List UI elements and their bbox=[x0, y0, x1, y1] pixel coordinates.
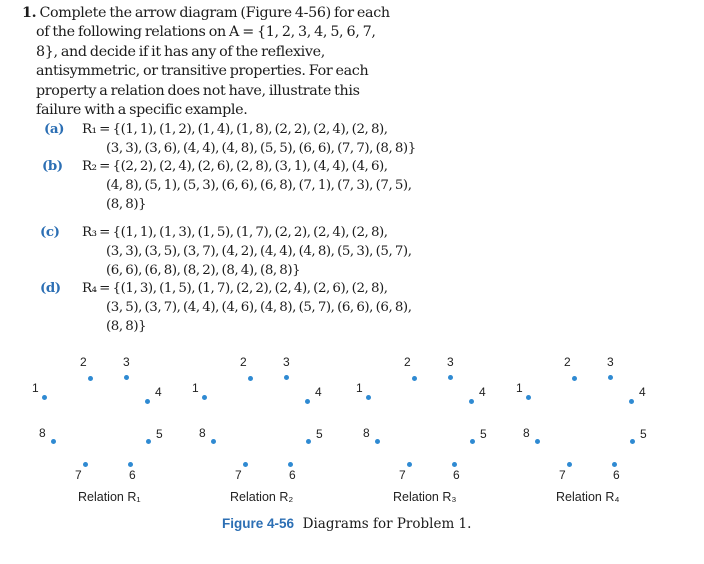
vertex-label-3: 3 bbox=[607, 355, 614, 369]
vertex-label-5: 5 bbox=[640, 427, 647, 441]
vertex-label-6: 6 bbox=[129, 468, 136, 482]
relation-label-4: Relation R₄ bbox=[556, 490, 620, 504]
vertex-label-6: 6 bbox=[289, 468, 296, 482]
relation-label-3: Relation R₃ bbox=[393, 490, 457, 504]
vertex-label-7: 7 bbox=[399, 468, 406, 482]
part-line: (8, 8)} bbox=[106, 319, 147, 335]
vertex-label-3: 3 bbox=[123, 355, 130, 369]
part-line: (6, 6), (6, 8), (8, 2), (8, 4), (8, 8)} bbox=[106, 263, 301, 279]
figure-number: Figure 4-56 bbox=[222, 516, 295, 531]
vertex-dot-4 bbox=[305, 399, 310, 404]
vertex-dot-6 bbox=[612, 462, 617, 467]
vertex-label-5: 5 bbox=[156, 427, 163, 441]
vertex-label-8: 8 bbox=[523, 426, 530, 440]
problem-number: 1. bbox=[22, 5, 37, 21]
vertex-label-1: 1 bbox=[32, 381, 39, 395]
vertex-label-4: 4 bbox=[639, 385, 646, 399]
vertex-label-2: 2 bbox=[564, 355, 571, 369]
part-line: (3, 3), (3, 5), (3, 7), (4, 2), (4, 4), (4, 8), (5, 3), (5, 7), bbox=[106, 244, 412, 260]
vertex-dot-1 bbox=[366, 395, 371, 400]
relation-label-1: Relation R₁ bbox=[78, 490, 141, 504]
part-line: R₄ = {(1, 3), (1, 5), (1, 7), (2, 2), (2, 4), (2, 6), (2, 8), bbox=[82, 281, 388, 297]
vertex-dot-6 bbox=[452, 462, 457, 467]
relation-label-2: Relation R₂ bbox=[230, 490, 294, 504]
vertex-label-3: 3 bbox=[447, 355, 454, 369]
vertex-label-7: 7 bbox=[559, 468, 566, 482]
vertex-dot-8 bbox=[535, 439, 540, 444]
vertex-label-5: 5 bbox=[316, 427, 323, 441]
part-label: (a) bbox=[44, 121, 64, 138]
vertex-label-5: 5 bbox=[480, 427, 487, 441]
vertex-label-4: 4 bbox=[155, 385, 162, 399]
vertex-dot-3 bbox=[608, 375, 613, 380]
part-line: R₁ = {(1, 1), (1, 2), (1, 4), (1, 8), (2, 2), (2, 4), (2, 8), bbox=[82, 122, 388, 138]
vertex-dot-7 bbox=[407, 462, 412, 467]
vertex-dot-2 bbox=[572, 376, 577, 381]
vertex-dot-7 bbox=[567, 462, 572, 467]
vertex-dot-7 bbox=[83, 462, 88, 467]
vertex-label-6: 6 bbox=[453, 468, 460, 482]
part-line: (3, 5), (3, 7), (4, 4), (4, 6), (4, 8), (5, 7), (6, 6), (6, 8), bbox=[106, 300, 412, 316]
vertex-dot-6 bbox=[128, 462, 133, 467]
vertex-label-2: 2 bbox=[404, 355, 411, 369]
vertex-label-7: 7 bbox=[75, 468, 82, 482]
part-line: R₃ = {(1, 1), (1, 3), (1, 5), (1, 7), (2, 2), (2, 4), (2, 8), bbox=[82, 225, 388, 241]
vertex-dot-1 bbox=[526, 395, 531, 400]
vertex-label-1: 1 bbox=[356, 381, 363, 395]
vertex-dot-5 bbox=[630, 439, 635, 444]
vertex-dot-2 bbox=[412, 376, 417, 381]
vertex-dot-2 bbox=[88, 376, 93, 381]
vertex-label-1: 1 bbox=[192, 381, 199, 395]
vertex-dot-8 bbox=[375, 439, 380, 444]
part-label: (b) bbox=[42, 158, 63, 175]
vertex-label-8: 8 bbox=[363, 426, 370, 440]
vertex-label-2: 2 bbox=[80, 355, 87, 369]
vertex-dot-2 bbox=[248, 376, 253, 381]
vertex-dot-3 bbox=[124, 375, 129, 380]
vertex-dot-5 bbox=[470, 439, 475, 444]
vertex-label-6: 6 bbox=[613, 468, 620, 482]
vertex-dot-1 bbox=[202, 395, 207, 400]
part-line: (3, 3), (3, 6), (4, 4), (4, 8), (5, 5), (6, 6), (7, 7), (8, 8)} bbox=[106, 141, 416, 157]
vertex-label-8: 8 bbox=[199, 426, 206, 440]
part-line: R₂ = {(2, 2), (2, 4), (2, 6), (2, 8), (3, 1), (4, 4), (4, 6), bbox=[82, 159, 388, 175]
caption-text: Diagrams for Problem 1. bbox=[302, 516, 472, 532]
vertex-dot-3 bbox=[448, 375, 453, 380]
vertex-label-8: 8 bbox=[39, 426, 46, 440]
vertex-dot-4 bbox=[629, 399, 634, 404]
vertex-label-1: 1 bbox=[516, 381, 523, 395]
vertex-dot-4 bbox=[469, 399, 474, 404]
problem-text: Complete the arrow diagram (Figure 4-56) for each of the following relations on A = {1, 2, 3, 4, 5, 6, 7, 8}, and decide if it has any of the reflexive, antisymmetric, or transitive properties. For each property a relation does not have, illustrate this failure with a specific example. bbox=[36, 5, 390, 119]
figure-caption bbox=[222, 516, 471, 532]
vertex-label-7: 7 bbox=[235, 468, 242, 482]
vertex-label-4: 4 bbox=[315, 385, 322, 399]
vertex-dot-4 bbox=[145, 399, 150, 404]
vertex-dot-7 bbox=[243, 462, 248, 467]
part-line: (8, 8)} bbox=[106, 197, 147, 213]
vertex-dot-5 bbox=[306, 439, 311, 444]
vertex-dot-6 bbox=[288, 462, 293, 467]
vertex-label-4: 4 bbox=[479, 385, 486, 399]
vertex-dot-1 bbox=[42, 395, 47, 400]
vertex-label-3: 3 bbox=[283, 355, 290, 369]
vertex-dot-8 bbox=[211, 439, 216, 444]
part-label: (d) bbox=[40, 280, 61, 297]
vertex-dot-3 bbox=[284, 375, 289, 380]
part-line: (4, 8), (5, 1), (5, 3), (6, 6), (6, 8), (7, 1), (7, 3), (7, 5), bbox=[106, 178, 412, 194]
vertex-label-2: 2 bbox=[240, 355, 247, 369]
vertex-dot-8 bbox=[51, 439, 56, 444]
vertex-dot-5 bbox=[146, 439, 151, 444]
part-label: (c) bbox=[40, 224, 60, 241]
